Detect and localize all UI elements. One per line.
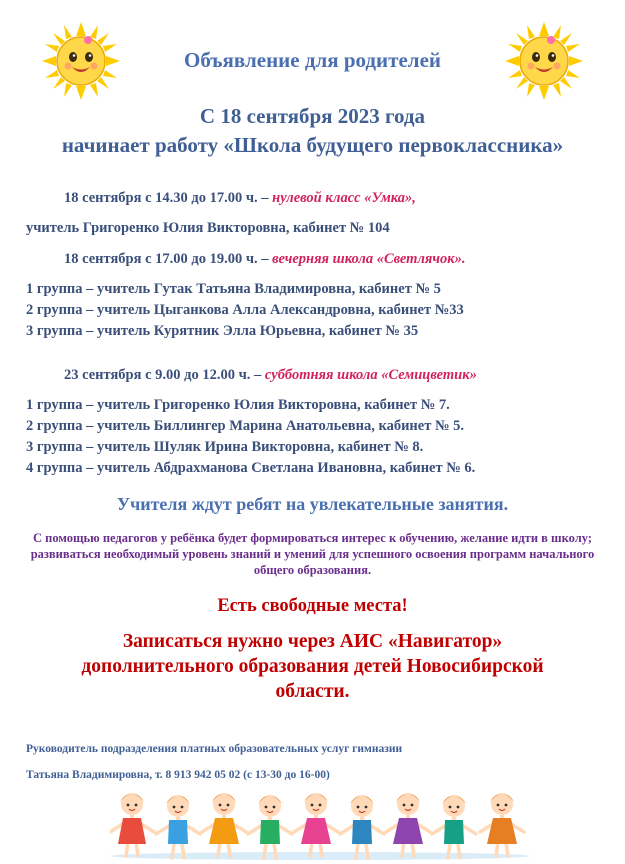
- school-name-line: начинает работу «Школа будущего первоклассника»: [61, 133, 564, 157]
- start-date-line: С 18 сентября 2023 года: [199, 104, 426, 128]
- list-item: 4 группа – учитель Абдрахманова Светлана Ивановна, кабинет № 6.: [26, 460, 476, 476]
- list-item: 3 группа – учитель Курятник Элла Юрьевна, кабинет № 35: [26, 323, 419, 339]
- signup-line-2: дополнительного образования детей Новосибирской: [81, 656, 544, 677]
- session-1-teacher: учитель Григоренко Юлия Викторовна, кабинет № 104: [26, 220, 390, 236]
- signup-line-1: Записаться нужно через АИС «Навигатор»: [122, 631, 503, 652]
- page-title: Объявление для родителей: [183, 48, 441, 72]
- invitation-text: Учителя ждут ребят на увлекательные занятия.: [116, 494, 509, 514]
- free-places-text: Есть свободные места!: [217, 596, 408, 616]
- list-item: 3 группа – учитель Шуляк Ирина Викторовна, кабинет № 8.: [26, 439, 424, 455]
- list-item: 2 группа – учитель Биллингер Марина Анатольевна, кабинет № 5.: [26, 418, 465, 434]
- session-1-time: 18 сентября с 14.30 до 17.00 ч. –: [64, 190, 269, 206]
- session-3-time: 23 сентября с 9.00 до 12.00 ч. –: [64, 367, 262, 383]
- list-item: 1 группа – учитель Гутак Татьяна Владимировна, кабинет № 5: [26, 281, 441, 297]
- session-1-program: нулевой класс «Умка»,: [272, 190, 416, 206]
- list-item: 2 группа – учитель Цыганкова Алла Александровна, кабинет №33: [26, 302, 464, 318]
- list-item: 1 группа – учитель Григоренко Юлия Викторовна, кабинет № 7.: [26, 397, 450, 413]
- session-3-heading: [64, 367, 477, 384]
- description-text: С помощью педагогов у ребёнка будет формироваться интерес к обучению, желание идти в школу; развиваться необходимый уровень знаний и умений для успешного освоения программ начального общего образования.: [30, 531, 595, 577]
- signup-line-3: области.: [275, 681, 350, 702]
- children-illustration: [110, 790, 530, 860]
- session-3-program: субботняя школа «Семицветик»: [264, 367, 477, 383]
- session-2-heading: [64, 251, 465, 268]
- session-2-program: вечерняя школа «Светлячок».: [272, 251, 466, 267]
- footer-contact: Татьяна Владимировна, т. 8 913 942 05 02 (с 13-30 до 16-00): [26, 769, 330, 781]
- session-2-time: 18 сентября с 17.00 до 19.00 ч. –: [64, 251, 269, 267]
- footer-position: Руководитель подразделения платных образовательных услуг гимназии: [26, 743, 403, 755]
- session-1-heading: [64, 190, 416, 207]
